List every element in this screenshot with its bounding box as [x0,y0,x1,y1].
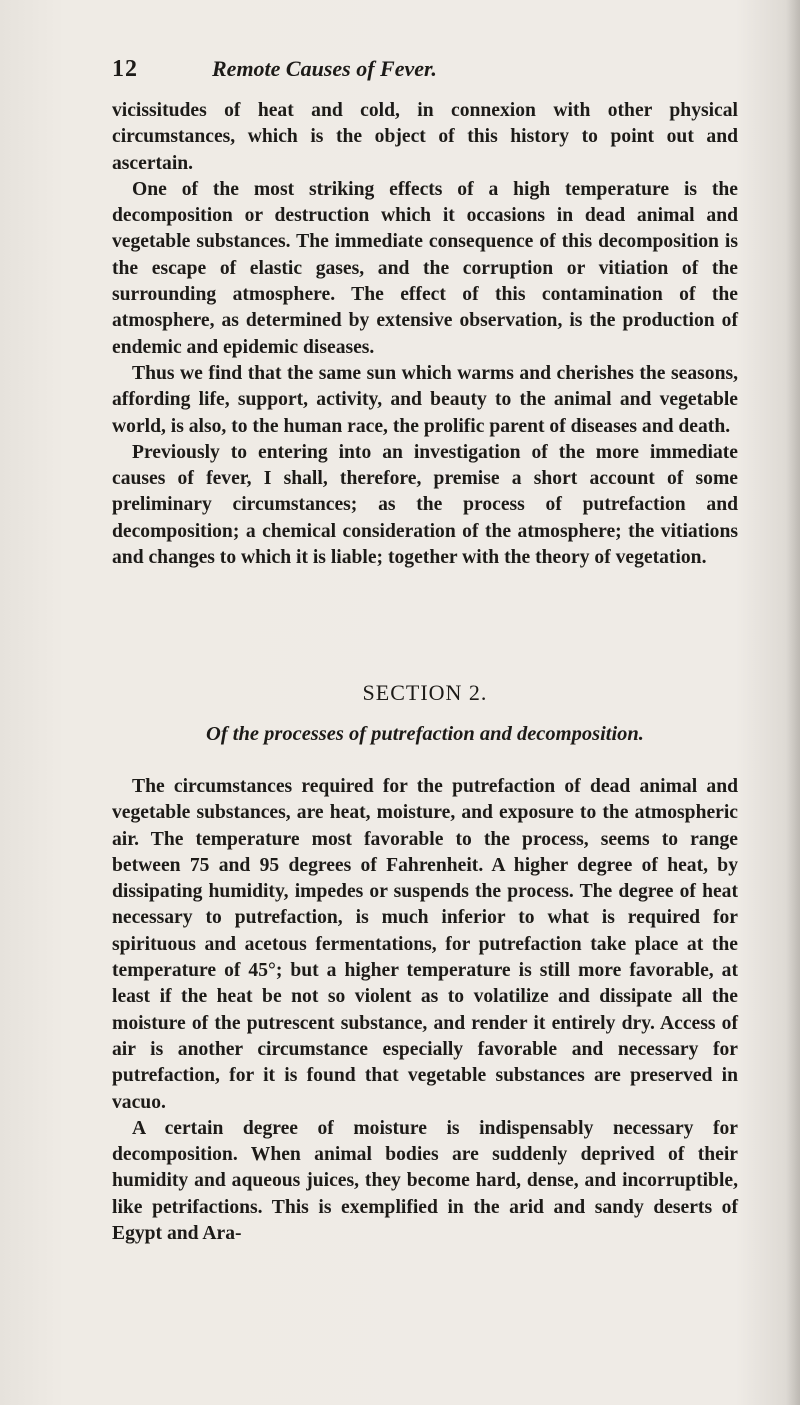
running-head: Remote Causes of Fever. [212,56,437,81]
paragraph: Thus we find that the same sun which warms and cherishes the seasons, affording life, support, activity, and beauty to the animal and vegetable world, is also, to the human race, the prolific parent of diseases and death. [112,362,738,437]
page-edge-shadow [786,0,800,1405]
paragraph: vicissitudes of heat and cold, in connexion with other physical circumstances, which is the object of this history to point out and ascertain. [112,100,738,174]
body-text-bottom [112,774,738,1247]
page-number: 12 [112,56,138,82]
paragraph: Previously to entering into an investigation of the more immediate causes of fever, I shall, therefore, premise a short account of some preliminary circumstances; as the process of putrefaction and decomposition; a chemical consideration of the atmosphere; the vitiations and changes to which it is liable; together with the theory of vegetation. [112,441,738,569]
section-heading: SECTION 2. [362,680,488,705]
section-subtitle: Of the processes of putrefaction and decomposition. [206,723,644,745]
body-text-top [112,98,738,571]
page-header [112,56,732,92]
paragraph: A certain degree of moisture is indispensably necessary for decomposition. When animal bodies are suddenly deprived of their humidity and aqueous juices, they become hard, dense, and incorruptible, like petrifactions. This is exemplified in the arid and sandy deserts of Egypt and Ara- [112,1117,738,1245]
paragraph: One of the most striking effects of a high temperature is the decomposition or destruction which it occasions in dead animal and vegetable substances. The immediate consequence of this decomposition is the escape of elastic gases, and the corruption or vitiation of the surrounding atmosphere. The effect of this contamination of the atmosphere, as determined by extensive observation, is the production of endemic and epidemic diseases. [112,178,738,358]
paragraph: The circumstances required for the putrefaction of dead animal and vegetable substances, are heat, moisture, and exposure to the atmospheric air. The temperature most favorable to the process, seems to range between 75 and 95 degrees of Fahrenheit. A higher degree of heat, by dissipating humidity, impedes or suspends the process. The degree of heat necessary to putrefaction, is much inferior to what is required for spirituous and acetous fermentations, for putrefaction take place at the temperature of 45°; but a higher temperature is still more favorable, at least if the heat be not so violent as to volatilize and dissipate all the moisture of the putrescent substance, and render it entirely dry. Access of air is another circumstance especially favorable and necessary for putrefaction, for it is found that vegetable substances are preserved in vacuo. [112,776,738,1113]
